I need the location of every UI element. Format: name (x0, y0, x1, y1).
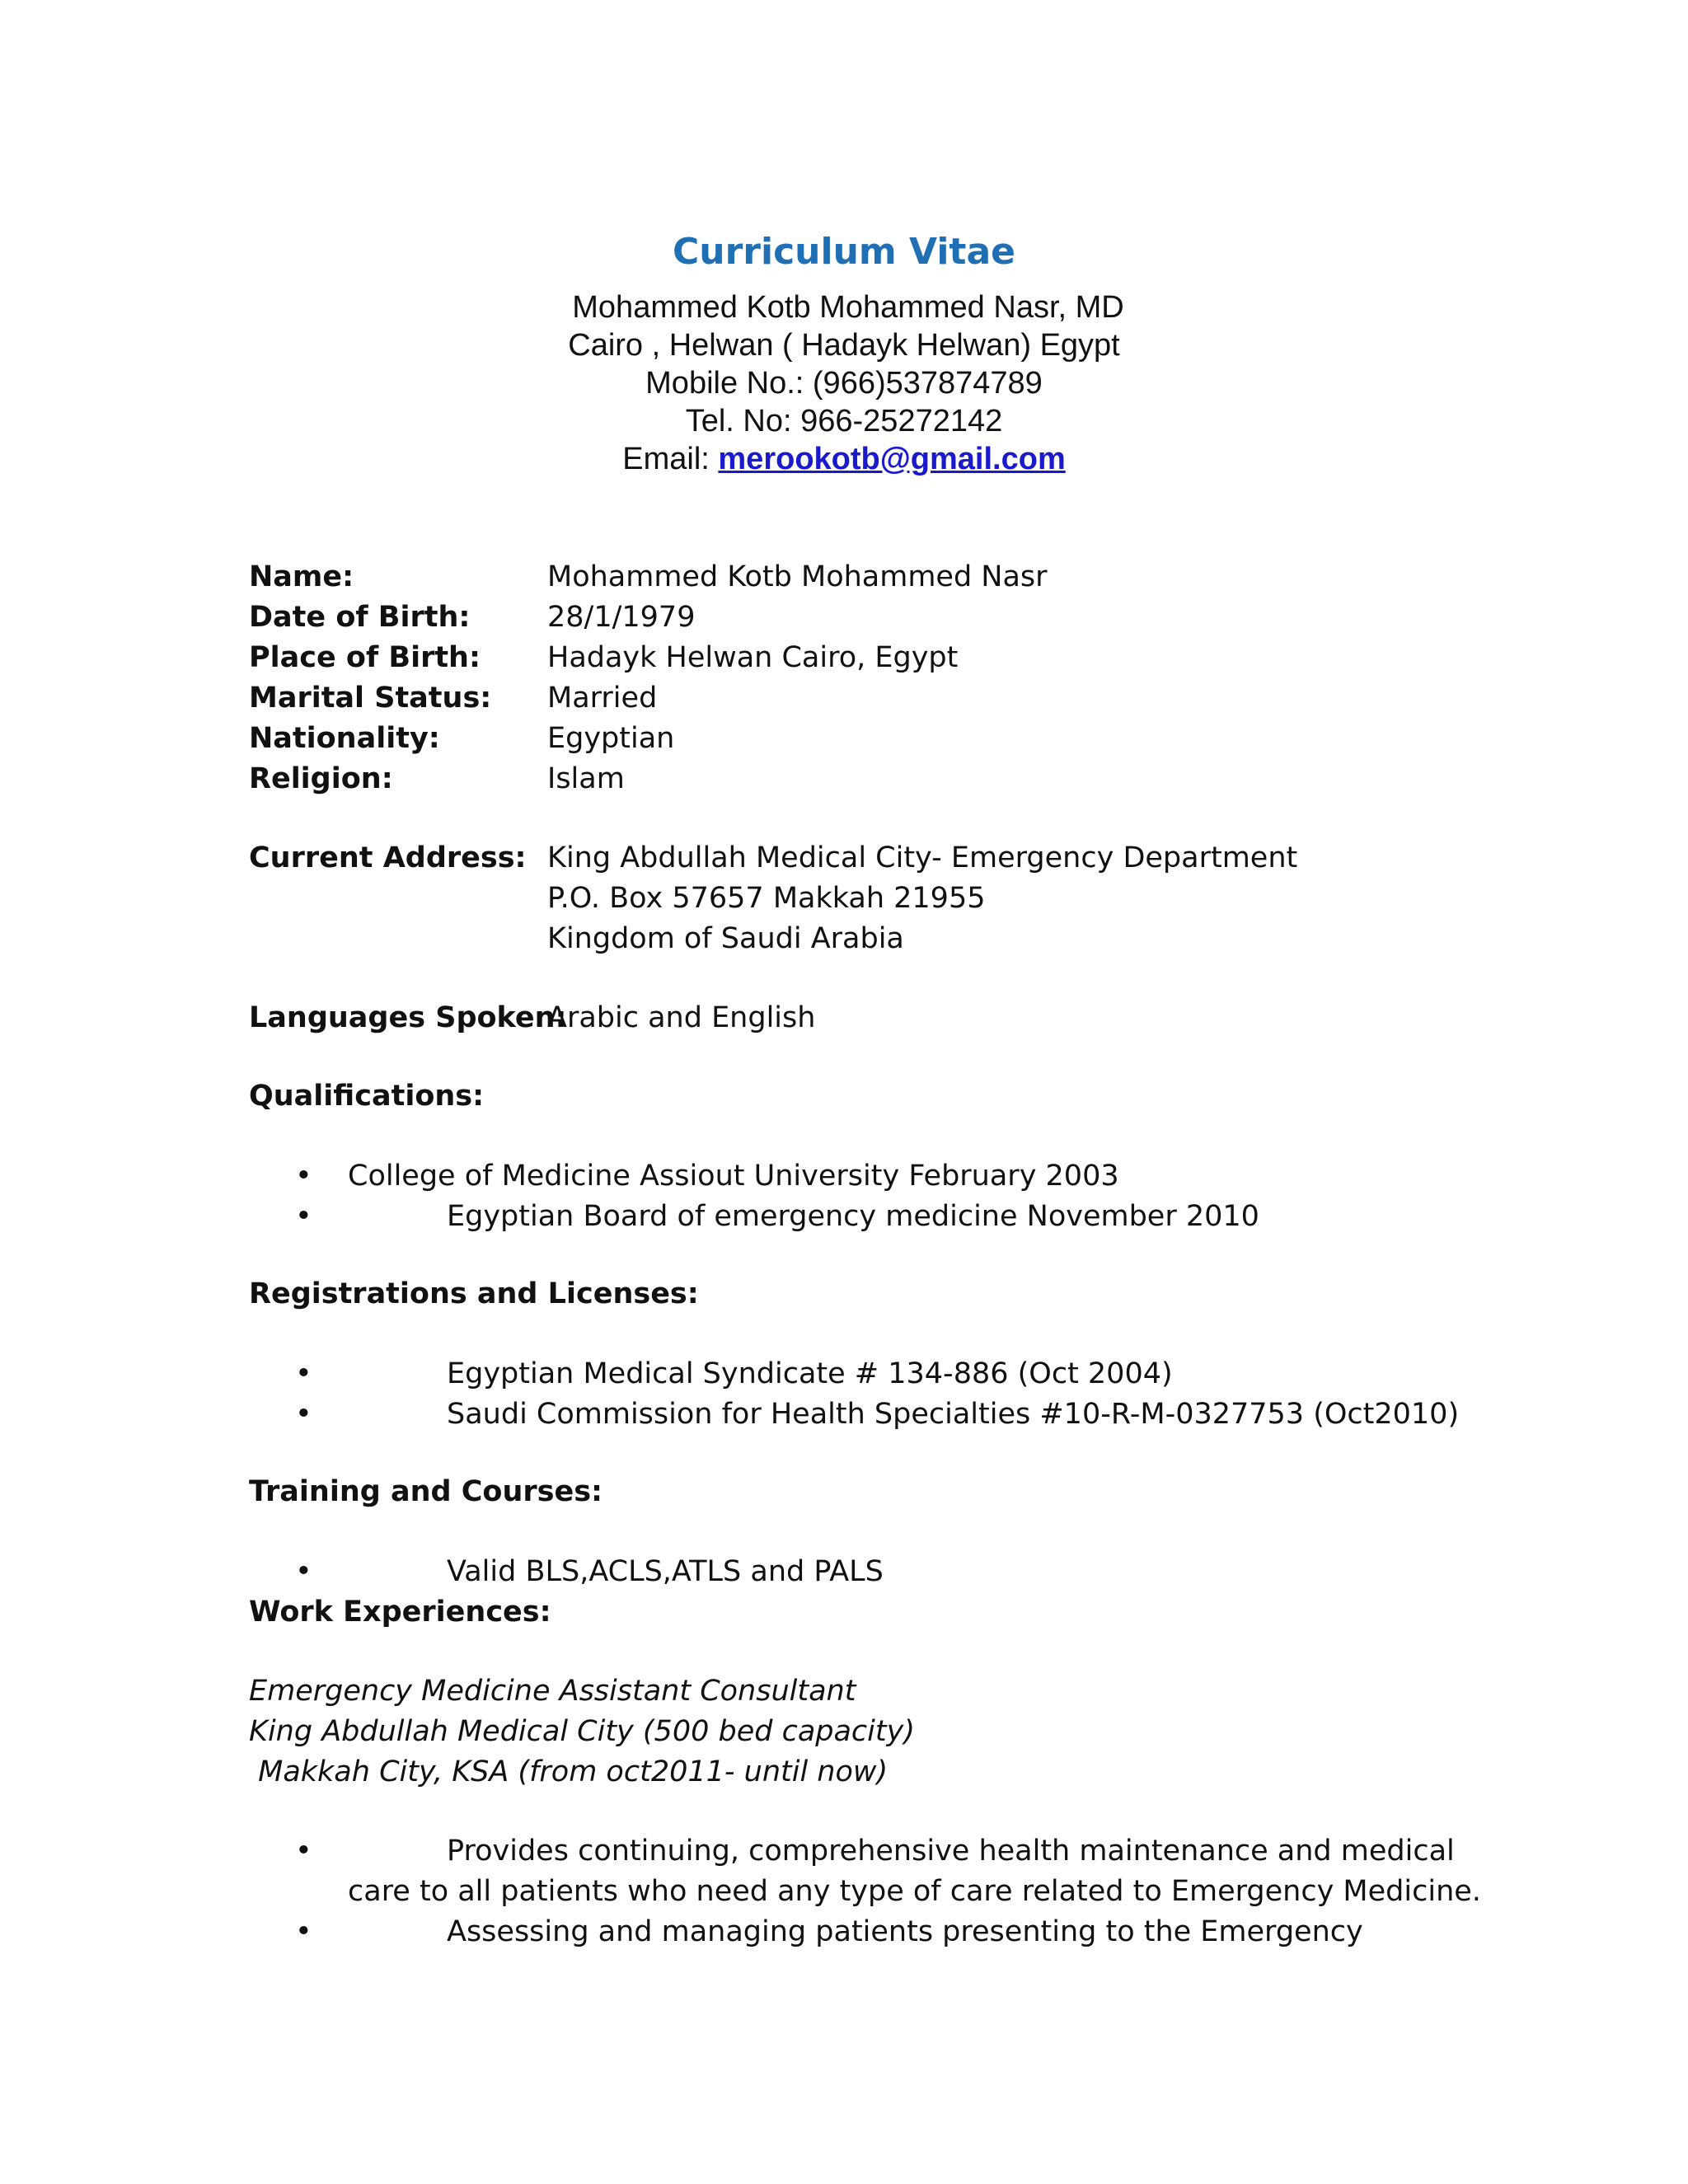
email-link[interactable]: merookotb@gmail.com (718, 442, 1066, 476)
languages-value: Arabic and English (547, 1001, 816, 1034)
work-duty-line: Provides continuing, comprehensive health maintenance and medical (447, 1835, 1455, 1868)
dob-row (249, 598, 695, 638)
pob-value: Hadayk Helwan Cairo, Egypt (547, 641, 959, 674)
nationality-row (249, 719, 674, 759)
work-position: Emergency Medicine Assistant Consultant (249, 1675, 856, 1708)
current-address-row (249, 838, 1297, 879)
work-duty-line: care to all patients who need any type of care related to Emergency Medicine. (348, 1875, 1481, 1908)
nationality-label: Nationality: (249, 722, 440, 755)
qualification-item: Egyptian Board of emergency medicine November 2010 (447, 1200, 1259, 1233)
pob-row (249, 638, 958, 678)
name-row (249, 557, 1048, 598)
header-full-name: Mohammed Kotb Mohammed Nasr, MD (572, 290, 1124, 325)
current-address-line: P.O. Box 57657 Makkah 21955 (547, 882, 986, 915)
work-location: Makkah City, KSA (from oct2011- until now) (249, 1755, 889, 1788)
registrations-heading: Registrations and Licenses: (249, 1277, 699, 1310)
work-employer: King Abdullah Medical City (500 bed capacity) (249, 1715, 915, 1748)
dob-value: 28/1/1979 (547, 601, 696, 634)
languages-row (249, 998, 815, 1038)
languages-label: Languages Spoken: (249, 1001, 567, 1034)
religion-label: Religion: (249, 762, 393, 795)
religion-value: Islam (547, 762, 625, 795)
religion-row (249, 759, 625, 799)
header-address: Cairo , Helwan ( Hadayk Helwan) Egypt (568, 328, 1120, 363)
work-duty-line: Assessing and managing patients presenting to the Emergency (447, 1915, 1363, 1948)
bullet-marker: • (295, 1835, 312, 1868)
bullet-marker: • (295, 1915, 312, 1948)
pob-label: Place of Birth: (249, 641, 481, 674)
bullet-marker: • (295, 1555, 312, 1588)
current-address-line: Kingdom of Saudi Arabia (547, 922, 904, 955)
dob-label: Date of Birth: (249, 601, 471, 634)
qualification-item: College of Medicine Assiout University February 2003 (348, 1160, 1119, 1193)
nationality-value: Egyptian (547, 722, 675, 755)
marital-row (249, 678, 657, 719)
training-heading: Training and Courses: (249, 1475, 603, 1508)
bullet-marker: • (295, 1200, 312, 1233)
marital-label: Marital Status: (249, 682, 492, 715)
bullet-marker: • (295, 1357, 312, 1390)
current-address-line: King Abdullah Medical City- Emergency Department (547, 841, 1298, 874)
email-label: Email: (622, 442, 719, 476)
header-mobile: Mobile No.: (966)537874789 (645, 366, 1043, 401)
header-telephone: Tel. No: 966-25272142 (685, 404, 1003, 438)
work-heading: Work Experiences: (249, 1596, 551, 1629)
name-value: Mohammed Kotb Mohammed Nasr (547, 560, 1048, 593)
registration-item: Saudi Commission for Health Specialties #10-R-M-0327753 (Oct2010) (447, 1398, 1460, 1431)
document-title: Curriculum Vitae (672, 231, 1015, 273)
current-address-label: Current Address: (249, 841, 527, 874)
registration-item: Egyptian Medical Syndicate # 134-886 (Oct 2004) (447, 1357, 1173, 1390)
name-label: Name: (249, 560, 354, 593)
bullet-marker: • (295, 1160, 312, 1193)
header-email-line (0, 442, 1688, 477)
qualifications-heading: Qualifications: (249, 1080, 485, 1113)
training-item: Valid BLS,ACLS,ATLS and PALS (447, 1555, 884, 1588)
bullet-marker: • (295, 1398, 312, 1431)
marital-value: Married (547, 682, 658, 715)
